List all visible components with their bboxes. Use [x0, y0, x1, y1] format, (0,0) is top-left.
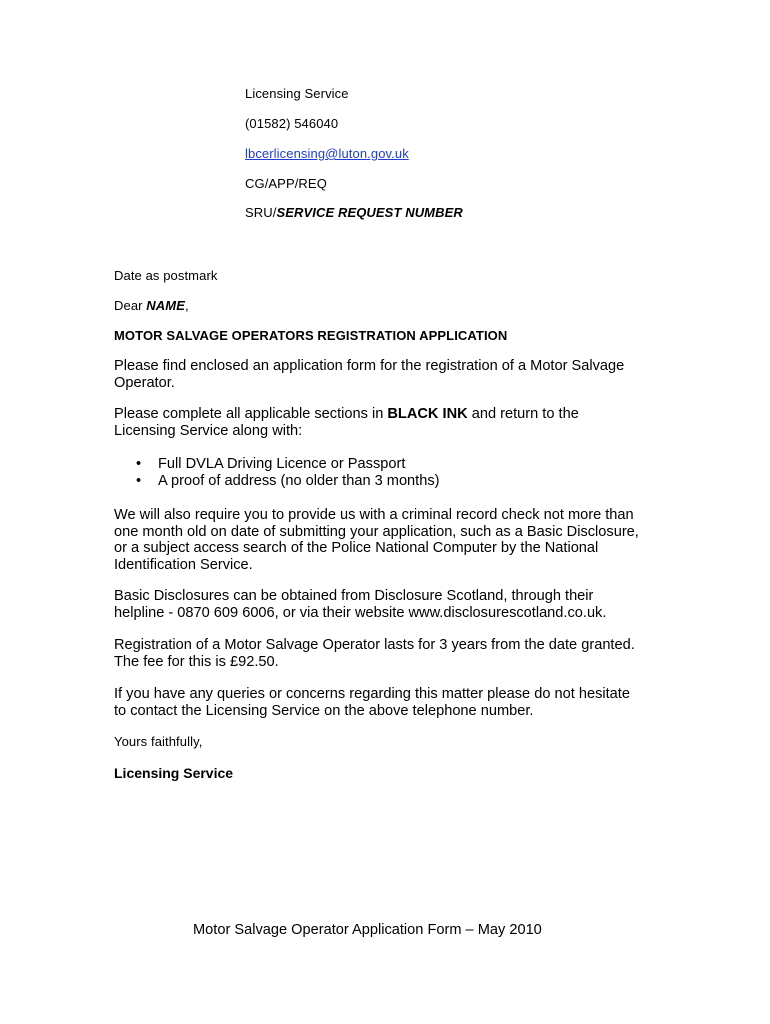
- page-footer: Motor Salvage Operator Application Form – May 2010: [193, 922, 542, 938]
- paragraph-disclosures: [114, 588, 674, 621]
- bullet-icon: •: [136, 456, 142, 472]
- letterhead-phone: (01582) 546040: [245, 116, 339, 131]
- letterhead-department: Licensing Service: [245, 86, 349, 101]
- letter-subject: MOTOR SALVAGE OPERATORS REGISTRATION APPLICATION: [114, 328, 508, 343]
- paragraph-line: Licensing Service along with:: [114, 422, 303, 439]
- instructions-text: Please complete all applicable sections in: [114, 406, 388, 422]
- paragraph-line: Identification Service.: [114, 556, 253, 573]
- salutation: [114, 298, 189, 313]
- black-ink-emphasis: BLACK INK: [387, 406, 468, 422]
- paragraph-line: Registration of a Motor Salvage Operator lasts for 3 years from the date granted.: [114, 637, 635, 653]
- paragraph-intro: [114, 358, 674, 391]
- paragraph-instructions: [114, 406, 674, 439]
- paragraph-line: [114, 406, 674, 423]
- salutation-suffix: ,: [184, 298, 189, 313]
- paragraph-line: Operator.: [114, 374, 175, 391]
- paragraph-line: If you have any queries or concerns regarding this matter please do not hesitate: [114, 686, 630, 702]
- sru-value: SERVICE REQUEST NUMBER: [276, 205, 463, 220]
- bullet-icon: •: [136, 472, 142, 489]
- letterhead-service-request: [245, 205, 463, 220]
- list-item-text: Full DVLA Driving Licence or Passport: [158, 456, 406, 472]
- signature: Licensing Service: [114, 765, 234, 781]
- paragraph-line: Please find enclosed an application form for the registration of a Motor Salvage: [114, 358, 625, 374]
- closing: Yours faithfully,: [114, 734, 203, 749]
- list-item: [114, 473, 440, 490]
- instructions-text-end: and return to the: [467, 406, 579, 422]
- paragraph-criminal-record: [114, 507, 674, 573]
- list-item: [114, 456, 440, 473]
- paragraph-line: or a subject access search of the Police National Computer by the National: [114, 540, 599, 556]
- paragraph-line: Basic Disclosures can be obtained from Disclosure Scotland, through their: [114, 588, 594, 604]
- paragraph-line: helpline - 0870 609 6006, or via their website www.disclosurescotland.co.uk.: [114, 604, 607, 621]
- paragraph-registration-fee: [114, 637, 674, 670]
- list-item-text: A proof of address (no older than 3 months): [158, 472, 440, 489]
- paragraph-line: We will also require you to provide us with a criminal record check not more than: [114, 507, 634, 523]
- paragraph-line: one month old on date of submitting your application, such as a Basic Disclosure,: [114, 523, 639, 540]
- letterhead-reference: CG/APP/REQ: [245, 176, 327, 191]
- sru-prefix: SRU/: [245, 205, 277, 220]
- paragraph-line: The fee for this is £92.50.: [114, 653, 279, 670]
- salutation-prefix: Dear: [114, 298, 147, 313]
- salutation-name: NAME: [146, 298, 185, 313]
- letter-date: Date as postmark: [114, 268, 218, 283]
- required-documents-list: [114, 456, 440, 489]
- paragraph-line: to contact the Licensing Service on the above telephone number.: [114, 702, 534, 719]
- letterhead-email-link[interactable]: lbcerlicensing@luton.gov.uk: [245, 146, 409, 161]
- paragraph-queries: [114, 686, 674, 719]
